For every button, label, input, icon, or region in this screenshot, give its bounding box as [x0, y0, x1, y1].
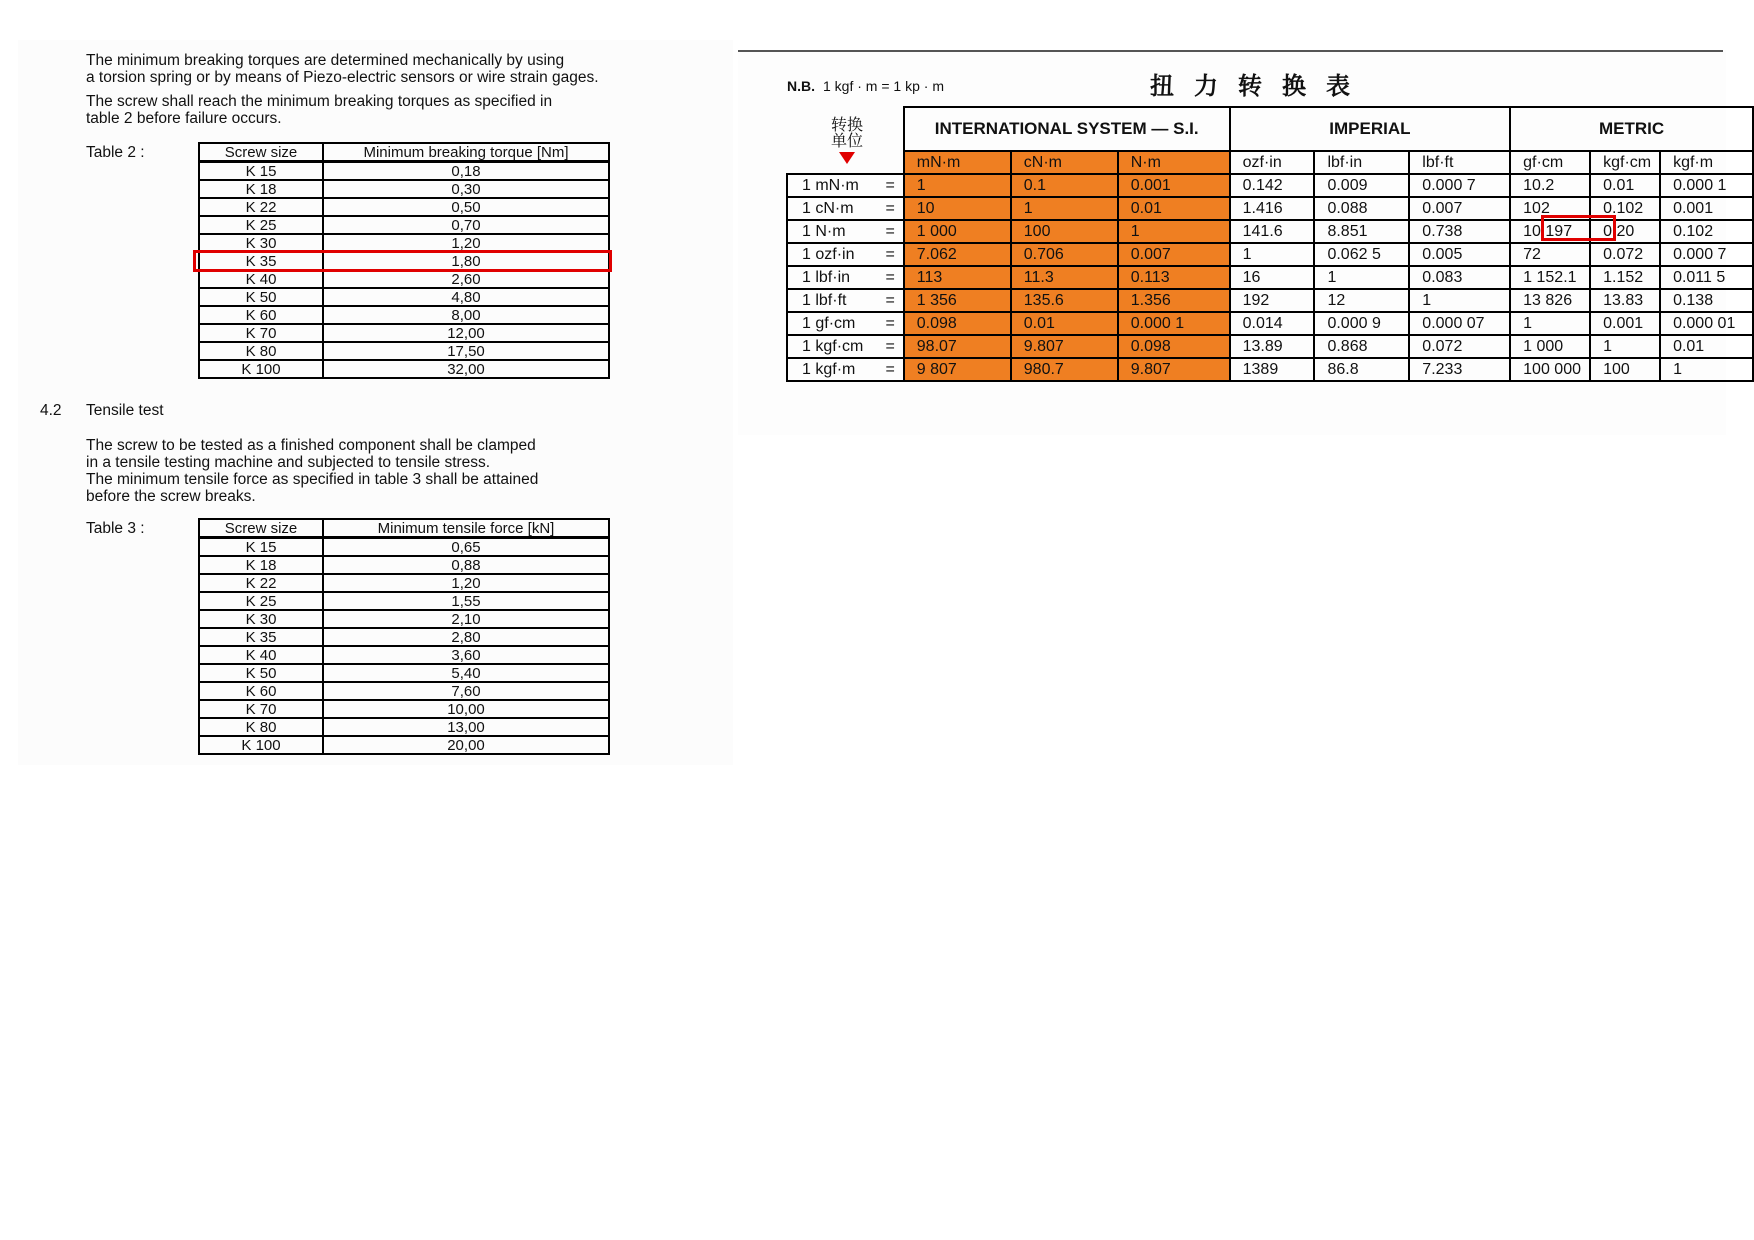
conversion-value: 1 [1660, 358, 1753, 381]
table-row [199, 216, 609, 234]
conversion-value: 0.738 [1409, 220, 1510, 243]
tensile-line-2: in a tensile testing machine and subjected to tensile stress. [86, 454, 491, 471]
row-unit-text: 1 gf·cm [802, 315, 856, 332]
equals-sign: = [885, 269, 895, 286]
conversion-value: 1.356 [1118, 289, 1230, 312]
conversion-value: 0.1 [1011, 174, 1118, 197]
unit-header: kgf·m [1660, 151, 1753, 174]
equals-sign: = [885, 177, 895, 194]
conversion-value: 0.072 [1590, 243, 1660, 266]
unit-header: kgf·cm [1590, 151, 1660, 174]
unit-header: ozf·in [1230, 151, 1315, 174]
screw-size-cell: K 30 [199, 234, 323, 252]
equals-sign: = [885, 223, 895, 240]
requirement-line-2: table 2 before failure occurs. [86, 110, 282, 127]
conversion-value: 1 [1590, 335, 1660, 358]
table-row [199, 574, 609, 592]
tensile-line-1: The screw to be tested as a finished component shall be clamped [86, 437, 536, 454]
torque-cell: 2,60 [323, 270, 609, 288]
conversion-value: 0.011 5 [1660, 266, 1753, 289]
torque-cell: 1,20 [323, 234, 609, 252]
force-cell: 10,00 [323, 700, 609, 718]
conversion-value: 7.233 [1409, 358, 1510, 381]
torque-cell: 4,80 [323, 288, 609, 306]
row-unit-label [787, 358, 904, 381]
conversion-value: 0.005 [1409, 243, 1510, 266]
conversion-value: 9 807 [904, 358, 1011, 381]
conversion-value: 72 [1510, 243, 1590, 266]
conversion-value: 113 [904, 266, 1011, 289]
unit-header: mN·m [904, 151, 1011, 174]
table-2-label: Table 2 : [86, 144, 145, 161]
conversion-value: 0.01 [1590, 174, 1660, 197]
torque-cell: 0,70 [323, 216, 609, 234]
conversion-value: 12 [1314, 289, 1409, 312]
section-heading [40, 402, 164, 420]
table-row [199, 198, 609, 216]
conversion-value: 98.07 [904, 335, 1011, 358]
torque-cell: 17,50 [323, 342, 609, 360]
conversion-value: 0.01 [1011, 312, 1118, 335]
row-unit-label [787, 312, 904, 335]
conversion-value: 11.3 [1011, 266, 1118, 289]
row-unit-text: 1 N·m [802, 223, 846, 240]
conversion-value: 0.20 [1590, 220, 1660, 243]
conversion-value: 1 [1409, 289, 1510, 312]
conversion-value: 100 [1590, 358, 1660, 381]
nb-text: 1 kgf · m = 1 kp · m [823, 78, 944, 94]
table-row [199, 592, 609, 610]
chart-title: 扭力转换表 [1150, 73, 1370, 100]
table-row [199, 306, 609, 324]
nb-note [787, 78, 944, 94]
screw-size-cell: K 100 [199, 360, 323, 378]
conversion-value: 0.102 [1660, 220, 1753, 243]
force-cell: 5,40 [323, 664, 609, 682]
conversion-value: 0.142 [1230, 174, 1315, 197]
intro-paragraph [86, 52, 599, 86]
tensile-line-4: before the screw breaks. [86, 488, 256, 505]
conversion-value: 0.001 [1118, 174, 1230, 197]
column-header: Minimum tensile force [kN] [323, 519, 609, 538]
conversion-value: 1.416 [1230, 197, 1315, 220]
conversion-value: 0.01 [1660, 335, 1753, 358]
row-unit-label [787, 289, 904, 312]
force-cell: 20,00 [323, 736, 609, 754]
conversion-value: 0.000 7 [1660, 243, 1753, 266]
conversion-row [787, 335, 1753, 358]
conversion-value: 0.001 [1660, 197, 1753, 220]
conversion-value: 0.113 [1118, 266, 1230, 289]
section-number: 4.2 [40, 402, 62, 419]
table-row [199, 270, 609, 288]
row-unit-text: 1 cN·m [802, 200, 854, 217]
force-cell: 1,20 [323, 574, 609, 592]
intro-line-1: The minimum breaking torques are determined mechanically by using [86, 52, 565, 69]
group-imperial: IMPERIAL [1230, 107, 1511, 151]
conversion-value: 1 [1118, 220, 1230, 243]
row-unit-text: 1 lbf·ft [802, 292, 847, 309]
section-title: Tensile test [86, 402, 164, 419]
unit-header: gf·cm [1510, 151, 1590, 174]
conversion-value: 0.088 [1314, 197, 1409, 220]
equals-sign: = [885, 338, 895, 355]
conversion-value: 10.2 [1510, 174, 1590, 197]
force-cell: 7,60 [323, 682, 609, 700]
equals-sign: = [885, 315, 895, 332]
conversion-value: 1 000 [1510, 335, 1590, 358]
table-row [199, 718, 609, 736]
torque-cell: 0,30 [323, 180, 609, 198]
conversion-value: 0.01 [1118, 197, 1230, 220]
conversion-value: 1 000 [904, 220, 1011, 243]
conversion-value: 0.000 07 [1409, 312, 1510, 335]
k35-highlight-box [193, 250, 612, 272]
column-header: Screw size [199, 519, 323, 538]
conversion-value: 0.098 [904, 312, 1011, 335]
table-row [199, 682, 609, 700]
chart-top-rule [738, 50, 1723, 52]
conversion-value: 16 [1230, 266, 1315, 289]
screw-size-cell: K 70 [199, 700, 323, 718]
conversion-value: 0.083 [1409, 266, 1510, 289]
screw-size-cell: K 50 [199, 664, 323, 682]
conversion-value: 100 [1011, 220, 1118, 243]
table-row [199, 556, 609, 574]
row-unit-text: 1 mN·m [802, 177, 859, 194]
force-cell: 1,55 [323, 592, 609, 610]
screw-size-cell: K 50 [199, 288, 323, 306]
conversion-value: 1 [1510, 312, 1590, 335]
screw-size-cell: K 18 [199, 180, 323, 198]
screw-size-cell: K 15 [199, 538, 323, 557]
table-row [199, 700, 609, 718]
corner-label-line-1: 转换 [830, 117, 863, 134]
table-row [199, 664, 609, 682]
column-header: Screw size [199, 143, 323, 162]
conversion-value: 0.000 7 [1409, 174, 1510, 197]
conversion-value: 0.868 [1314, 335, 1409, 358]
row-unit-text: 1 kgf·m [802, 361, 856, 378]
conversion-value: 0.072 [1409, 335, 1510, 358]
unit-header: N·m [1118, 151, 1230, 174]
table-row [199, 610, 609, 628]
screw-size-cell: K 18 [199, 556, 323, 574]
torque-cell: 0,18 [323, 162, 609, 181]
conversion-value: 7.062 [904, 243, 1011, 266]
table-row [199, 162, 609, 181]
conversion-value: 141.6 [1230, 220, 1315, 243]
screw-size-cell: K 30 [199, 610, 323, 628]
force-cell: 13,00 [323, 718, 609, 736]
conversion-value: 135.6 [1011, 289, 1118, 312]
conversion-value: 0.102 [1590, 197, 1660, 220]
table-row [199, 324, 609, 342]
row-unit-label [787, 220, 904, 243]
unit-header: lbf·in [1314, 151, 1409, 174]
screw-size-cell: K 70 [199, 324, 323, 342]
torque-cell: 0,50 [323, 198, 609, 216]
row-unit-label [787, 335, 904, 358]
screw-size-cell: K 100 [199, 736, 323, 754]
conversion-value: 0.098 [1118, 335, 1230, 358]
conversion-value: 1.152 [1590, 266, 1660, 289]
conversion-value: 0.007 [1409, 197, 1510, 220]
table-row [199, 628, 609, 646]
conversion-row [787, 312, 1753, 335]
table-row [199, 342, 609, 360]
intro-line-2: a torsion spring or by means of Piezo-electric sensors or wire strain gages. [86, 69, 599, 86]
corner-spacer [787, 107, 904, 151]
conversion-value: 0.000 1 [1118, 312, 1230, 335]
row-unit-text: 1 kgf·cm [802, 338, 864, 355]
conversion-value: 9.807 [1118, 358, 1230, 381]
requirement-paragraph [86, 93, 552, 127]
unit-header: lbf·ft [1409, 151, 1510, 174]
conversion-value: 192 [1230, 289, 1315, 312]
screw-size-cell: K 22 [199, 574, 323, 592]
row-unit-label [787, 243, 904, 266]
corner-spacer [787, 151, 904, 174]
torque-cell: 32,00 [323, 360, 609, 378]
force-cell: 2,10 [323, 610, 609, 628]
force-cell: 0,88 [323, 556, 609, 574]
table-row [199, 538, 609, 557]
conversion-value: 1 [1230, 243, 1315, 266]
group-si: INTERNATIONAL SYSTEM — S.I. [904, 107, 1230, 151]
conversion-value: 0.014 [1230, 312, 1315, 335]
row-unit-text: 1 ozf·in [802, 246, 855, 263]
conversion-value: 1 356 [904, 289, 1011, 312]
screw-size-cell: K 35 [199, 628, 323, 646]
conversion-value: 102 [1510, 197, 1590, 220]
conversion-value: 1 [904, 174, 1011, 197]
table-header-row [199, 143, 609, 162]
conversion-value: 13.83 [1590, 289, 1660, 312]
conversion-table [786, 106, 1754, 382]
conversion-value: 0.000 9 [1314, 312, 1409, 335]
screw-size-cell: K 80 [199, 718, 323, 736]
conversion-value: 10 197 [1510, 220, 1590, 243]
force-cell: 0,65 [323, 538, 609, 557]
screw-size-cell: K 60 [199, 306, 323, 324]
nb-label: N.B. [787, 78, 815, 94]
screw-size-cell: K 15 [199, 162, 323, 181]
conversion-value: 1 [1011, 197, 1118, 220]
conversion-value: 0.706 [1011, 243, 1118, 266]
conversion-value: 0.007 [1118, 243, 1230, 266]
conversion-value: 1 [1314, 266, 1409, 289]
torque-cell: 8,00 [323, 306, 609, 324]
row-unit-label [787, 174, 904, 197]
conversion-value: 10 [904, 197, 1011, 220]
conversion-value: 0.138 [1660, 289, 1753, 312]
screw-size-cell: K 40 [199, 270, 323, 288]
row-unit-text: 1 lbf·in [802, 269, 851, 286]
conversion-value: 0.062 5 [1314, 243, 1409, 266]
conversion-row [787, 243, 1753, 266]
conversion-value: 8.851 [1314, 220, 1409, 243]
table-row [199, 180, 609, 198]
row-unit-label [787, 197, 904, 220]
unit-header-row [787, 151, 1753, 174]
column-header: Minimum breaking torque [Nm] [323, 143, 609, 162]
nm-to-kgfcm-highlight-box [1541, 215, 1616, 241]
table-header-row [199, 519, 609, 538]
conversion-value: 9.807 [1011, 335, 1118, 358]
unit-header: cN·m [1011, 151, 1118, 174]
conversion-value: 0.000 1 [1660, 174, 1753, 197]
row-unit-label [787, 266, 904, 289]
screw-size-cell: K 40 [199, 646, 323, 664]
table-row [199, 736, 609, 754]
conversion-row [787, 358, 1753, 381]
table-row [199, 288, 609, 306]
tensile-paragraph [86, 437, 538, 505]
group-header-row [787, 107, 1753, 151]
conversion-row [787, 174, 1753, 197]
equals-sign: = [885, 200, 895, 217]
conversion-value: 1389 [1230, 358, 1315, 381]
table-3-tensile-force [198, 518, 610, 755]
group-metric: METRIC [1510, 107, 1753, 151]
conversion-value: 13 826 [1510, 289, 1590, 312]
conversion-value: 980.7 [1011, 358, 1118, 381]
force-cell: 3,60 [323, 646, 609, 664]
conversion-value: 1 152.1 [1510, 266, 1590, 289]
corner-label-line-2: 单位 [830, 133, 863, 150]
table-row [199, 646, 609, 664]
conversion-value: 13.89 [1230, 335, 1315, 358]
torque-cell: 1,80 [323, 252, 609, 270]
table-3-label: Table 3 : [86, 520, 145, 537]
conversion-row [787, 266, 1753, 289]
equals-sign: = [885, 246, 895, 263]
conversion-value: 86.8 [1314, 358, 1409, 381]
conversion-value: 0.001 [1590, 312, 1660, 335]
screw-size-cell: K 80 [199, 342, 323, 360]
screw-size-cell: K 22 [199, 198, 323, 216]
equals-sign: = [885, 361, 895, 378]
screw-size-cell: K 60 [199, 682, 323, 700]
torque-cell: 12,00 [323, 324, 609, 342]
tensile-line-3: The minimum tensile force as specified in table 3 shall be attained [86, 471, 539, 488]
screw-size-cell: K 35 [199, 252, 323, 270]
force-cell: 2,80 [323, 628, 609, 646]
equals-sign: = [885, 292, 895, 309]
conversion-value: 100 000 [1510, 358, 1590, 381]
screw-size-cell: K 25 [199, 216, 323, 234]
conversion-value: 0.000 01 [1660, 312, 1753, 335]
screw-size-cell: K 25 [199, 592, 323, 610]
requirement-line-1: The screw shall reach the minimum breaking torques as specified in [86, 93, 553, 110]
conversion-row [787, 289, 1753, 312]
conversion-value: 0.009 [1314, 174, 1409, 197]
table-row [199, 360, 609, 378]
